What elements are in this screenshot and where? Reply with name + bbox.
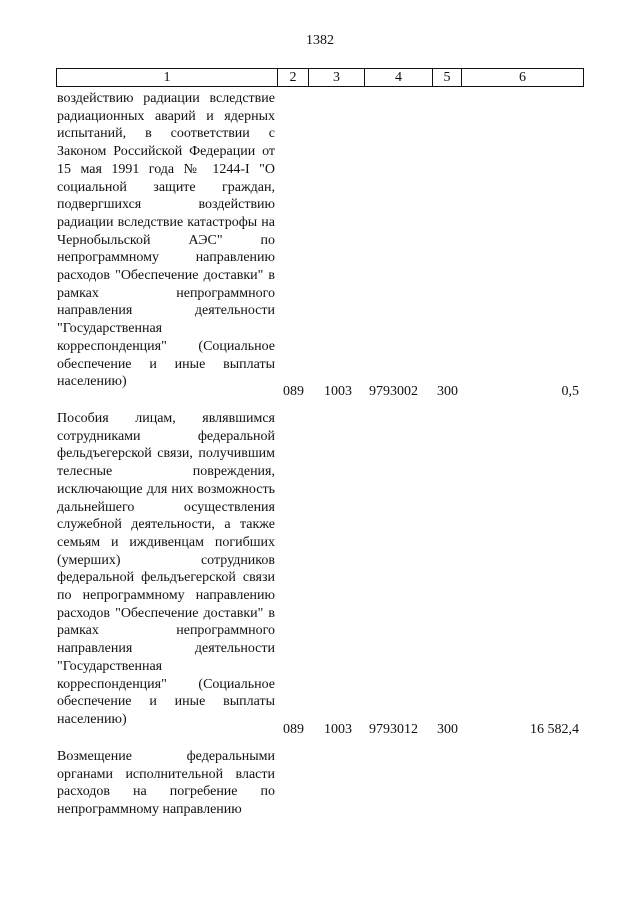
header-col-2: 2	[278, 69, 309, 86]
row-1-col-5: 300	[437, 384, 458, 399]
row-3-description: Возмещение федеральными органами исполнительной власти расходов на погребение по непрограммному направлению	[57, 749, 275, 818]
header-col-6: 6	[519, 70, 526, 85]
row-1-col-4: 9793002	[369, 384, 418, 399]
row-2-description: Пособия лицам, являвшимся сотрудниками федеральной фельдъегерской связи, получившим телесные повреждения, исключающие для них возможность дальнейшего осуществления служебной деятельности, а также семьям и иждивенцам погибших (умерших) сотрудников федеральной фельдъегерской связи по непрограммному направлению расходов "Обеспечение доставки" в рамках непрограммного направления деятельности "Государственная корреспонденция" (Социальное обеспечение и иные выплаты населению)	[57, 411, 275, 727]
row-1-col-3: 1003	[324, 384, 352, 399]
header-col-4: 4	[365, 69, 433, 86]
row-2-col-4: 9793012	[369, 722, 418, 737]
page-number: 1382	[306, 33, 334, 48]
header-col-3: 3	[309, 69, 365, 86]
table-header	[56, 68, 584, 87]
row-1-col-2: 089	[283, 384, 304, 399]
row-2-col-5: 300	[437, 722, 458, 737]
header-col-1: 1	[57, 69, 278, 86]
row-2-col-3: 1003	[324, 722, 352, 737]
row-2-col-6: 16 582,4	[530, 722, 579, 737]
header-col-5: 5	[433, 69, 462, 86]
row-1-description: воздействию радиации вследствие радиационных аварий и ядерных испытаний, в соответствии с Законом Российской Федерации от 15 мая 1991 года № 1244-I "О социальной защите граждан, подвергшихся воздействию радиации вследствие катастрофы на Чернобыльской АЭС" по непрограммному направлению расходов "Обеспечение доставки" в рамках непрограммного направления деятельности "Государственная корреспонденция" (Социальное обеспечение и иные выплаты населению)	[57, 91, 275, 390]
row-2-col-2: 089	[283, 722, 304, 737]
row-1-col-6: 0,5	[561, 384, 579, 399]
